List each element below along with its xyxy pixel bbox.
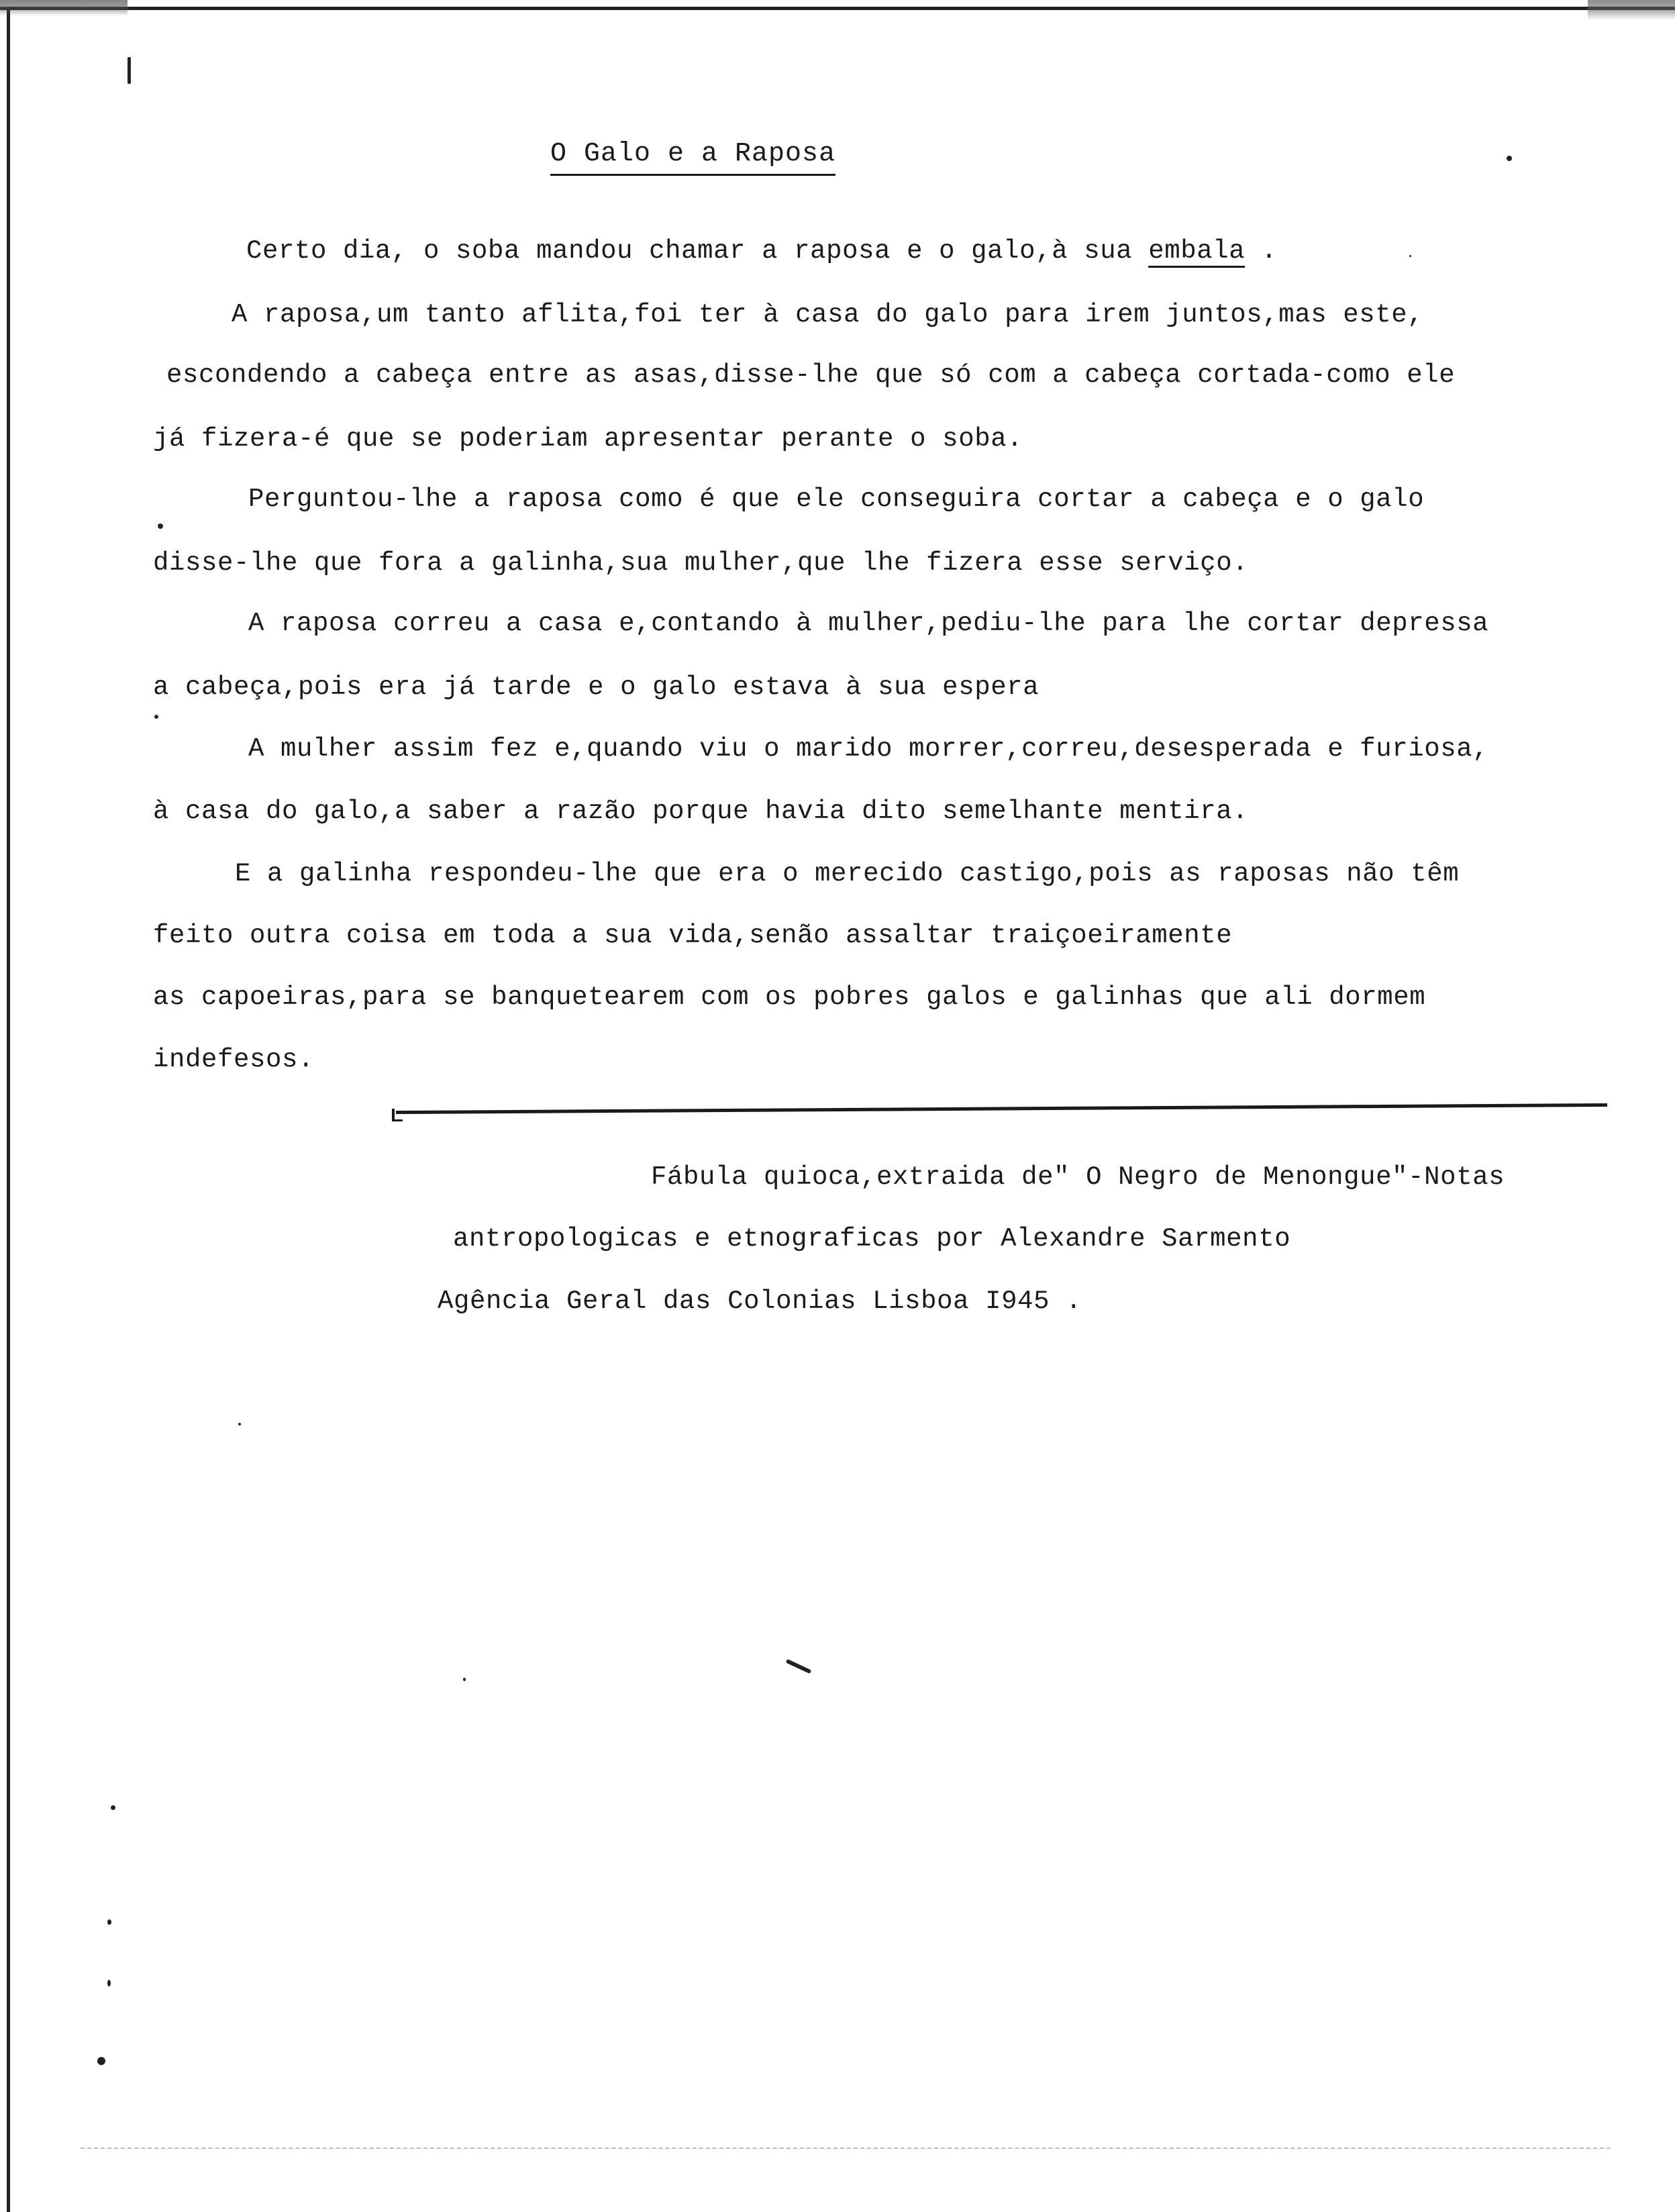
scan-shadow-top-left (0, 0, 128, 16)
attribution-line-3: Agência Geral das Colonias Lisboa I945 . (438, 1287, 1082, 1316)
scan-shadow-top-right (1588, 0, 1675, 20)
text-line-9: A mulher assim fez e,quando viu o marido morrer,correu,desesperada e furiosa, (248, 734, 1489, 764)
text-line-1 (246, 235, 1277, 267)
text-line-7: A raposa correu a casa e,contando à mulher,pediu-lhe para lhe cortar depressa (248, 609, 1489, 638)
scan-speck (1409, 255, 1411, 257)
text-line-14: indefesos. (153, 1045, 315, 1074)
scan-speck (154, 715, 158, 719)
document-title: O Galo e a Raposa (550, 138, 835, 176)
text-line-2: A raposa,um tanto aflita,foi ter à casa do galo para irem juntos,mas este, (232, 300, 1424, 330)
text-line-10: à casa do galo,a saber a razão porque havia dito semelhante mentira. (153, 797, 1249, 826)
scan-bottom-line (81, 2148, 1611, 2149)
scan-speck (1507, 156, 1512, 161)
scan-speck (107, 1919, 111, 1925)
text-line-11: E a galinha respondeu-lhe que era o merecido castigo,pois as raposas não têm (235, 859, 1460, 889)
scan-speck (463, 1678, 466, 1681)
text-line-3: escondendo a cabeça entre as asas,disse-lhe que só com a cabeça cortada-como ele (166, 360, 1456, 390)
page-edge-left (7, 7, 10, 2212)
underlined-word: embala (1148, 236, 1245, 268)
scan-speck (97, 2057, 105, 2065)
text-line-6: disse-lhe que fora a galinha,sua mulher,que lhe fizera esse serviço. (153, 548, 1249, 578)
page-edge-top (0, 7, 1675, 10)
attribution-line-2: antropologicas e etnograficas por Alexandre Sarmento (453, 1224, 1291, 1254)
separator-rule (396, 1103, 1607, 1114)
text-line-4: já fizera-é que se poderiam apresentar perante o soba. (153, 424, 1023, 454)
text-line-1-main: Certo dia, o soba mandou chamar a raposa e o galo,à sua (246, 236, 1149, 266)
scan-speck (107, 1980, 111, 1987)
scan-mark (786, 1659, 812, 1674)
scan-mark (128, 57, 131, 84)
scan-speck (158, 523, 163, 529)
text-line-13: as capoeiras,para se banquetearem com os pobres galos e galinhas que ali dormem (153, 983, 1426, 1012)
text-line-1-suffix: . (1245, 236, 1278, 266)
separator-rule-hook (392, 1109, 403, 1121)
text-line-8: a cabeça,pois era já tarde e o galo estava à sua espera (153, 672, 1039, 702)
text-line-5: Perguntou-lhe a raposa como é que ele conseguira cortar a cabeça e o galo (248, 485, 1425, 514)
scan-speck (111, 1805, 115, 1810)
text-line-12: feito outra coisa em toda a sua vida,senão assaltar traiçoeiramente (153, 921, 1233, 950)
attribution-line-1: Fábula quioca,extraida de" O Negro de Menongue"-Notas (651, 1162, 1505, 1192)
scan-speck (238, 1423, 241, 1425)
